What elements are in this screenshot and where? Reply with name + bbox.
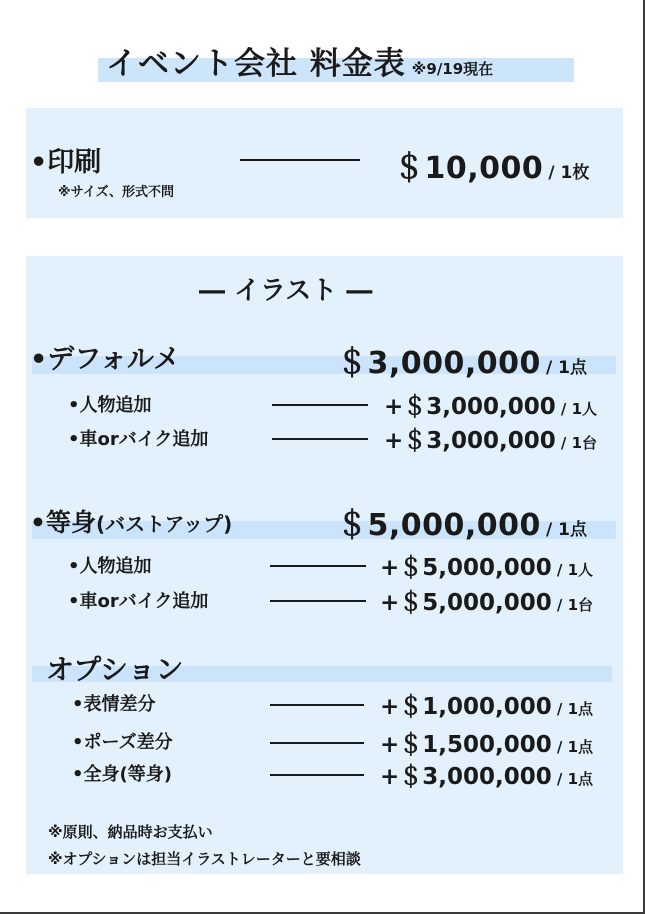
payment-note: ※原則、納品時お支払い [48,823,213,841]
printing-price-group [394,143,589,187]
option-unit: / 1点 [556,738,594,756]
printing-label: •印刷 [30,147,102,178]
deformed-addon-leader-line [272,404,368,406]
fullbody-addon-leader-line [270,565,366,567]
printing-note: ※サイズ、形式不問 [58,185,174,200]
fullbody-addon-price-group [380,549,593,582]
options-heading: オプション [46,653,184,686]
fullbody-addon-price: +＄5,000,000 [380,590,552,616]
option-price-group [380,688,593,721]
option-leader-line [270,774,364,776]
deformed-price: ＄3,000,000 [337,346,541,381]
deformed-addon-price-group [384,388,597,421]
option-leader-line [270,704,364,706]
printing-leader-line [240,159,360,161]
option-consult-note: ※オプションは担当イラストレーターと要相談 [48,850,361,868]
deformed-addon-price: +＄3,000,000 [384,428,556,454]
fullbody-addon-price-group [380,584,593,617]
deformed-addon-label: •人物追加 [68,395,152,416]
deformed-addon-leader-line [272,438,368,440]
option-unit: / 1点 [556,770,594,788]
deformed-addon-unit: / 1台 [560,434,598,452]
title-main: イベント会社 料金表 [106,46,406,82]
option-price: +＄3,000,000 [380,764,552,790]
deformed-addon-price: +＄3,000,000 [384,394,556,420]
illustration-heading: ― イラスト ― [199,276,373,306]
title-block [98,36,574,86]
deformed-addon-label: •車orバイク追加 [68,429,209,450]
option-leader-line [270,742,364,744]
fullbody-price: ＄5,000,000 [337,508,541,543]
fullbody-price-group [337,500,587,544]
deformed-addon-price-group [384,422,597,455]
printing-unit: / 1枚 [548,163,590,183]
fullbody-addon-unit: / 1人 [556,561,594,579]
fullbody-label-suffix: (バストアップ) [95,512,233,536]
title-date-note: ※9/19現在 [411,60,494,78]
fullbody-addon-price: +＄5,000,000 [380,555,552,581]
fullbody-addon-leader-line [270,600,366,602]
option-price-group [380,726,593,759]
option-label: •表情差分 [72,694,156,715]
fullbody-label: •等身 [30,508,96,537]
option-label: •ポーズ差分 [72,732,173,753]
option-label: •全身(等身) [72,764,172,785]
option-price: +＄1,500,000 [380,732,552,758]
option-price: +＄1,000,000 [380,694,552,720]
option-price-group [380,758,593,791]
deformed-addon-unit: / 1人 [560,400,598,418]
fullbody-addon-label: •人物追加 [68,556,152,577]
deformed-price-group [337,338,587,382]
page-title [106,38,493,83]
fullbody-addon-unit: / 1台 [556,596,594,614]
printing-price: ＄10,000 [394,151,544,186]
fullbody-unit: / 1点 [546,520,587,540]
deformed-label: •デフォルメ [30,344,181,375]
fullbody-addon-label: •車orバイク追加 [68,591,209,612]
option-unit: / 1点 [556,700,594,718]
deformed-unit: / 1点 [546,358,587,378]
fullbody-label-group [30,503,232,539]
